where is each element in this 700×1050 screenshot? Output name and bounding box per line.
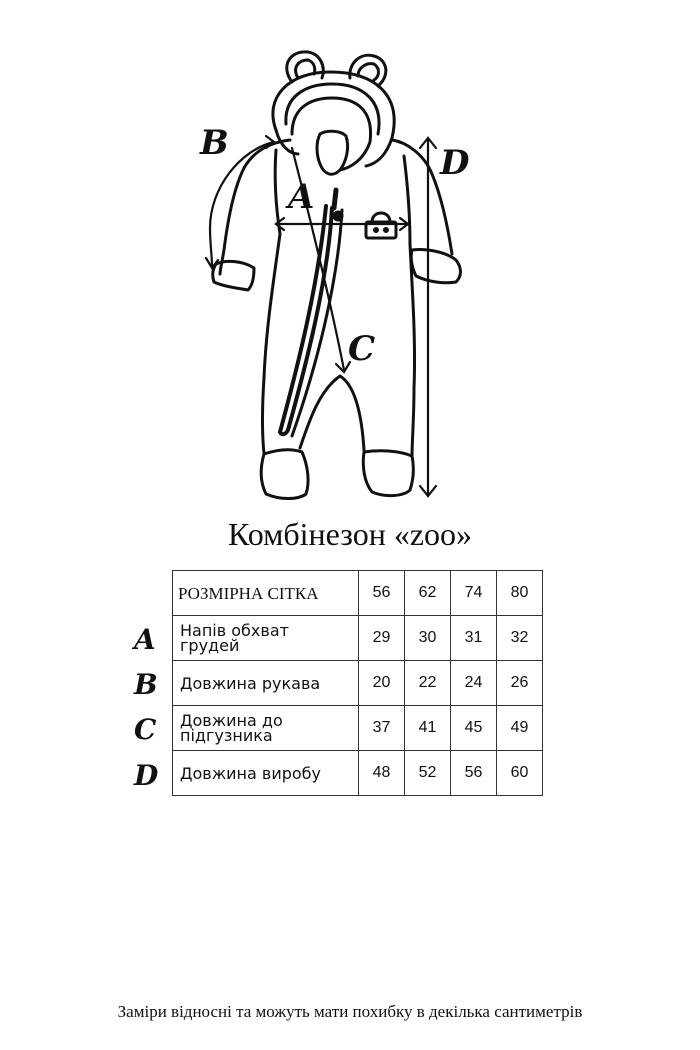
table-row-d	[173, 751, 543, 796]
table-cell: 20	[359, 661, 405, 706]
size-header-80: 80	[497, 571, 543, 616]
row-label-d: Довжина виробу	[173, 751, 359, 796]
row-letter-a: A	[134, 623, 156, 656]
table-row-c	[173, 706, 543, 751]
table-cell: 37	[359, 706, 405, 751]
row-letter-b: B	[134, 668, 158, 701]
table-cell: 32	[497, 616, 543, 661]
left-ear-icon	[287, 52, 323, 82]
jumpsuit-drawing	[180, 38, 480, 508]
right-foot	[363, 451, 413, 496]
table-cell: 29	[359, 616, 405, 661]
left-foot	[261, 450, 308, 499]
table-row-b	[173, 661, 543, 706]
table-row-a	[173, 616, 543, 661]
row-letter-c: C	[134, 713, 157, 746]
left-sleeve	[220, 140, 290, 274]
table-cell: 56	[451, 751, 497, 796]
table-cell: 48	[359, 751, 405, 796]
right-ear-icon	[350, 55, 386, 86]
size-chart-header-label: РОЗМІРНА СІТКА	[173, 571, 359, 616]
size-chart-table	[172, 570, 543, 796]
table-header-row	[173, 571, 543, 616]
diagram-label-b: B	[200, 123, 229, 163]
table-cell: 41	[405, 706, 451, 751]
table-cell: 22	[405, 661, 451, 706]
size-header-56: 56	[359, 571, 405, 616]
table-cell: 52	[405, 751, 451, 796]
row-label-c: Довжина до підгузника	[173, 706, 359, 751]
row-label-b: Довжина рукава	[173, 661, 359, 706]
diagram-label-c: C	[348, 329, 376, 369]
table-cell: 26	[497, 661, 543, 706]
footer-note: Заміри відносні та можуть мати похибку в декілька сантиметрів	[117, 1002, 583, 1021]
table-cell: 31	[451, 616, 497, 661]
table-cell: 60	[497, 751, 543, 796]
table-cell: 30	[405, 616, 451, 661]
row-letter-d: D	[134, 759, 159, 792]
size-header-62: 62	[405, 571, 451, 616]
diagram-label-a: A	[288, 177, 315, 217]
table-cell: 49	[497, 706, 543, 751]
row-label-a: Напів обхват грудей	[173, 616, 359, 661]
size-header-74: 74	[451, 571, 497, 616]
diagram-label-d: D	[440, 143, 470, 183]
product-title: Комбінезон «zoo»	[227, 516, 473, 552]
table-cell: 45	[451, 706, 497, 751]
left-cuff	[213, 261, 254, 290]
table-cell: 24	[451, 661, 497, 706]
